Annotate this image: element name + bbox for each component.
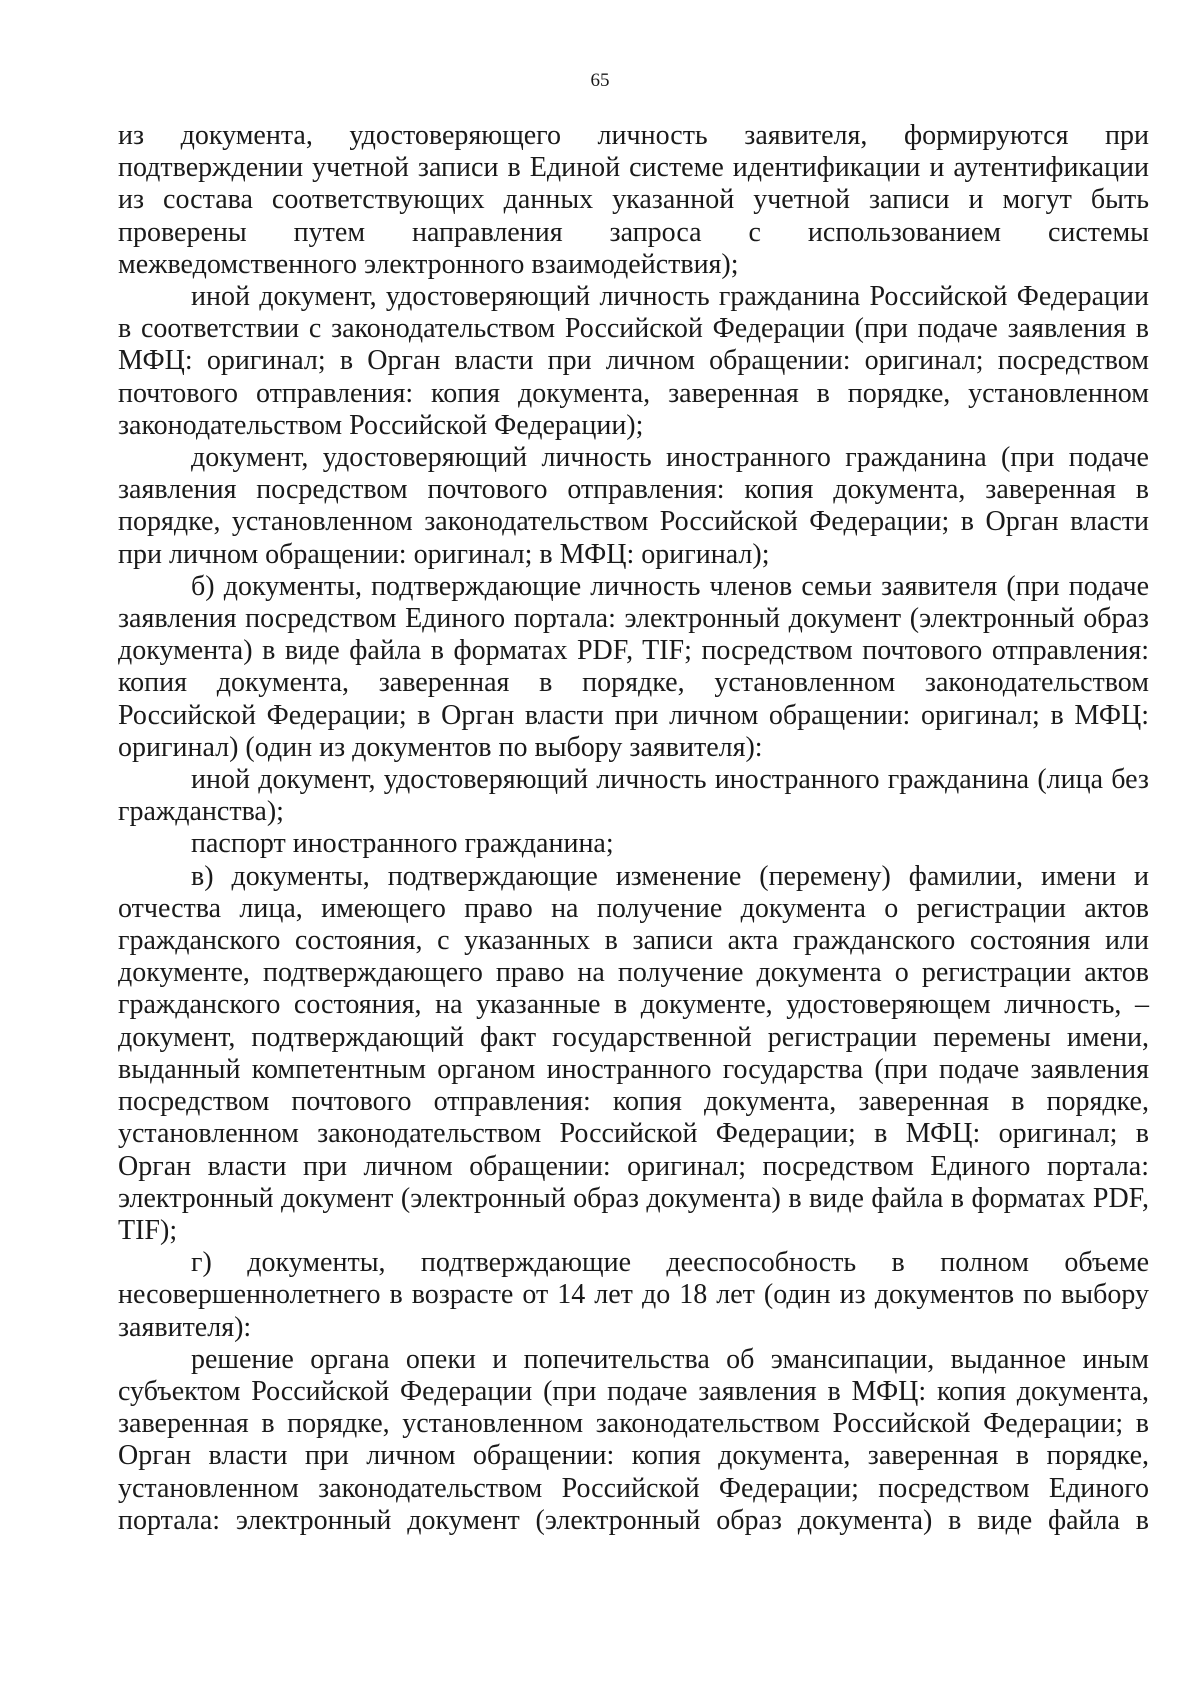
paragraph: г) документы, подтверждающие дееспособность в полном объеме несовершеннолетнего в возрасте от 14 лет до 18 лет (один из документов по выбору заявителя):	[118, 1247, 1149, 1343]
paragraph: из документа, удостоверяющего личность заявителя, формируются при подтверждении учетной записи в Единой системе идентификации и аутентификации из состава соответствующих данных указанной учетной записи и могут быть проверены путем направления запроса с использованием системы межведомственного электронного взаимодействия);	[118, 120, 1149, 280]
paragraph: в) документы, подтверждающие изменение (перемену) фамилии, имени и отчества лица, имеющего право на получение документа о регистрации актов гражданского состояния, с указанных в записи акта гражданского состояния или документе, подтверждающего право на получение документа о регистрации актов гражданского состояния, на указанные в документе, удостоверяющем личность, – документ, подтверждающий факт государственной регистрации перемены имени, выданный компетентным органом иностранного государства (при подаче заявления посредством почтового отправления: копия документа, заверенная в порядке, установленном законодательством Российской Федерации; в МФЦ: оригинал; в Орган власти при личном обращении: оригинал; посредством Единого портала: электронный документ (электронный образ документа) в виде файла в форматах PDF, TIF);	[118, 860, 1149, 1246]
paragraph: б) документы, подтверждающие личность членов семьи заявителя (при подаче заявления посредством Единого портала: электронный документ (электронный образ документа) в виде файла в форматах PDF, TIF; посредством почтового отправления: копия документа, заверенная в порядке, установленном законодательством Российской Федерации; в Орган власти при личном обращении: оригинал; в МФЦ: оригинал) (один из документов по выбору заявителя):	[118, 570, 1149, 763]
paragraph: паспорт иностранного гражданина;	[191, 828, 614, 860]
page-number: 65	[590, 70, 610, 91]
paragraph: иной документ, удостоверяющий личность иностранного гражданина (лица без гражданства);	[118, 764, 1149, 828]
document-body	[118, 120, 1149, 1537]
paragraph: решение органа опеки и попечительства об эмансипации, выданное иным субъектом Российской Федерации (при подаче заявления в МФЦ: копия документа, заверенная в порядке, установленном законодательством Российской Федерации; в Орган власти при личном обращении: копия документа, заверенная в порядке, установленном законодательством Российской Федерации; посредством Единого портала: электронный документ (электронный образ документа) в виде файла в	[118, 1343, 1149, 1536]
paragraph: иной документ, удостоверяющий личность гражданина Российской Федерации в соответствии с законодательством Российской Федерации (при подаче заявления в МФЦ: оригинал; в Орган власти при личном обращении: оригинал; посредством почтового отправления: копия документа, заверенная в порядке, установленном законодательством Российской Федерации);	[118, 281, 1149, 441]
paragraph: документ, удостоверяющий личность иностранного гражданина (при подаче заявления посредством почтового отправления: копия документа, заверенная в порядке, установленном законодательством Российской Федерации; в Орган власти при личном обращении: оригинал; в МФЦ: оригинал);	[118, 442, 1149, 570]
